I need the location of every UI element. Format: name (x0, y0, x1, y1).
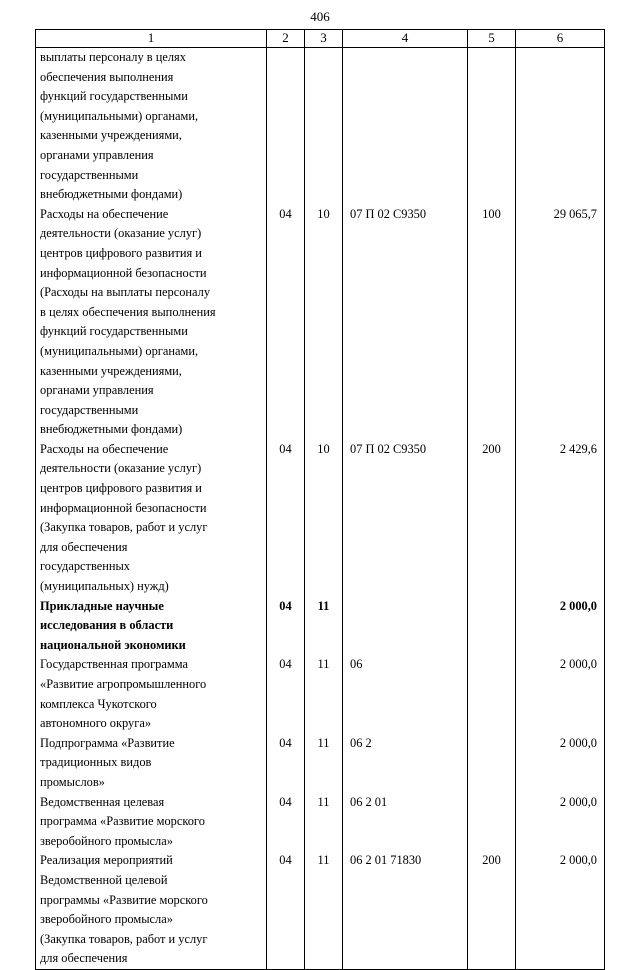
table-line: 04 (279, 206, 292, 221)
table-line (516, 322, 604, 342)
table-line (343, 303, 467, 323)
table-line (468, 753, 515, 773)
table-line: 06 2 01 71830 (350, 853, 422, 868)
table-line (468, 166, 515, 186)
table-line (305, 538, 342, 558)
table-line: центров цифрового развития и (40, 481, 202, 496)
table-line (305, 695, 342, 715)
table-line (516, 714, 604, 734)
table-line (468, 499, 515, 519)
table-line: комплекса Чукотского (40, 696, 157, 711)
table-line: (Расходы на выплаты персоналу (40, 285, 211, 300)
table-line: деятельности (оказание услуг) (40, 461, 202, 476)
table-line (343, 773, 467, 793)
table-line (267, 930, 304, 950)
table-line: Расходы на обеспечение (40, 441, 169, 456)
table-line (516, 146, 604, 166)
table-line: исследования в области (40, 618, 174, 633)
table-line (468, 910, 515, 930)
table-line (305, 499, 342, 519)
budget-table (35, 29, 605, 970)
table-line: 11 (317, 598, 330, 613)
table-line: органами управления (40, 147, 154, 162)
table-line (305, 362, 342, 382)
table-line (267, 166, 304, 186)
table-line: 200 (482, 441, 501, 456)
table-line (267, 910, 304, 930)
table-header-row (36, 30, 605, 48)
table-line (516, 224, 604, 244)
table-line: внебюджетными фондами) (40, 187, 183, 202)
column-header-6: 6 (516, 30, 605, 48)
column-header-4: 4 (343, 30, 468, 48)
table-line (305, 479, 342, 499)
table-line (267, 381, 304, 401)
table-line (468, 303, 515, 323)
table-line: 06 2 (350, 735, 372, 750)
column-header-1: 1 (36, 30, 267, 48)
table-line: 2 000,0 (559, 657, 597, 672)
table-line (468, 420, 515, 440)
table-line (343, 362, 467, 382)
table-line (468, 362, 515, 382)
table-line (343, 518, 467, 538)
table-line: 11 (317, 853, 330, 868)
table-line (516, 636, 604, 656)
table-line (468, 616, 515, 636)
table-line (516, 459, 604, 479)
table-line (468, 68, 515, 88)
table-line (468, 283, 515, 303)
table-line (267, 557, 304, 577)
table-line (343, 597, 467, 617)
table-line: «Развитие агропромышленного (40, 677, 207, 691)
table-line (267, 479, 304, 499)
table-line: Ведомственной целевой (40, 872, 168, 887)
table-line (343, 322, 467, 342)
table-line: государственными (40, 402, 139, 417)
table-line: 04 (279, 735, 292, 750)
table-line (343, 538, 467, 558)
table-line: 10 (317, 206, 330, 221)
table-line (343, 48, 467, 68)
table-line (305, 126, 342, 146)
table-line (267, 636, 304, 656)
table-line (267, 68, 304, 88)
table-line (305, 675, 342, 695)
table-line (516, 871, 604, 891)
table-line (468, 244, 515, 264)
table-line: программы «Развитие морского (40, 892, 208, 907)
table-line (516, 126, 604, 146)
table-line: 2 000,0 (559, 735, 597, 750)
table-line (305, 557, 342, 577)
table-line (516, 753, 604, 773)
table-line (468, 479, 515, 499)
table-line (468, 557, 515, 577)
table-line (468, 636, 515, 656)
table-line: Расходы на обеспечение (40, 206, 169, 221)
table-line (516, 283, 604, 303)
table-line (516, 577, 604, 597)
table-line (305, 342, 342, 362)
table-line (468, 126, 515, 146)
table-line (343, 107, 467, 127)
table-line (305, 459, 342, 479)
table-line (267, 244, 304, 264)
table-line: казенными учреждениями, (40, 363, 182, 378)
table-line (305, 107, 342, 127)
table-line (343, 87, 467, 107)
table-line (516, 185, 604, 205)
table-line (343, 283, 467, 303)
table-line (343, 381, 467, 401)
table-line: 07 П 02 С9350 (350, 206, 427, 221)
table-line: для обеспечения (40, 951, 128, 966)
table-line (267, 871, 304, 891)
table-line (343, 244, 467, 264)
table-line: органами управления (40, 383, 154, 398)
table-line (305, 146, 342, 166)
table-line (468, 224, 515, 244)
table-line (516, 420, 604, 440)
table-line (468, 812, 515, 832)
table-line (343, 636, 467, 656)
table-line: 04 (279, 598, 292, 613)
table-line (468, 146, 515, 166)
column-header-3: 3 (305, 30, 343, 48)
table-line (468, 597, 515, 617)
table-line: 11 (317, 794, 330, 809)
table-line: промыслов» (40, 774, 105, 789)
table-line (516, 616, 604, 636)
table-line (516, 910, 604, 930)
table-line (468, 655, 515, 675)
table-line (343, 479, 467, 499)
table-line (516, 381, 604, 401)
table-line (468, 518, 515, 538)
table-line (267, 753, 304, 773)
table-line (343, 910, 467, 930)
table-line (267, 675, 304, 695)
table-line (468, 949, 515, 969)
table-line (267, 126, 304, 146)
table-line: деятельности (оказание услуг) (40, 226, 202, 241)
table-body-row (36, 48, 605, 970)
column-header-2: 2 (267, 30, 305, 48)
table-line (468, 459, 515, 479)
table-line (305, 753, 342, 773)
table-line: 06 2 01 (350, 794, 388, 809)
table-line: (Закупка товаров, работ и услуг (40, 520, 208, 535)
table-line (267, 146, 304, 166)
table-line (267, 832, 304, 852)
table-line (305, 910, 342, 930)
table-line (516, 303, 604, 323)
table-line (343, 832, 467, 852)
table-line: 11 (317, 735, 330, 750)
table-line (305, 244, 342, 264)
table-line (305, 48, 342, 68)
table-line (305, 773, 342, 793)
table-line (468, 185, 515, 205)
cell-name-column (36, 48, 266, 969)
table-line (343, 714, 467, 734)
table-line (468, 107, 515, 127)
table-line: 04 (279, 441, 292, 456)
table-line (305, 518, 342, 538)
table-line (267, 87, 304, 107)
table-line: Подпрограмма «Развитие (40, 735, 175, 750)
table-line (468, 714, 515, 734)
table-line (305, 891, 342, 911)
table-line (305, 381, 342, 401)
table-line (305, 616, 342, 636)
table-line: 04 (279, 853, 292, 868)
document-page (0, 9, 640, 966)
table-line (305, 87, 342, 107)
table-line (468, 401, 515, 421)
table-line (343, 949, 467, 969)
table-line (468, 675, 515, 695)
table-line (343, 695, 467, 715)
table-line: Прикладные научные (40, 598, 164, 613)
table-line (468, 734, 515, 754)
table-line (516, 107, 604, 127)
table-line (343, 264, 467, 284)
table-line (468, 577, 515, 597)
table-line (267, 224, 304, 244)
table-line (305, 714, 342, 734)
table-line (343, 812, 467, 832)
table-line (343, 342, 467, 362)
table-line: 2 000,0 (559, 598, 597, 613)
table-line: программа «Развитие морского (40, 814, 205, 829)
table-line (516, 68, 604, 88)
table-line (468, 322, 515, 342)
table-line (343, 185, 467, 205)
table-line (516, 812, 604, 832)
cell-section-column (267, 48, 304, 969)
table-line (516, 244, 604, 264)
table-line (267, 342, 304, 362)
table-line (468, 891, 515, 911)
table-line (343, 557, 467, 577)
table-line (468, 793, 515, 813)
table-line (267, 459, 304, 479)
table-line: Реализация мероприятий (40, 853, 173, 868)
table-line: функций государственными (40, 89, 188, 104)
table-line: (Закупка товаров, работ и услуг (40, 931, 208, 946)
table-line (516, 675, 604, 695)
table-line: 10 (317, 441, 330, 456)
table-line (516, 773, 604, 793)
table-line (343, 459, 467, 479)
table-line (468, 695, 515, 715)
table-line (305, 68, 342, 88)
table-line (516, 362, 604, 382)
table-line (267, 891, 304, 911)
table-line (343, 871, 467, 891)
table-line (305, 401, 342, 421)
table-line: казенными учреждениями, (40, 128, 182, 143)
table-line: 04 (279, 657, 292, 672)
table-line (343, 891, 467, 911)
table-line (516, 538, 604, 558)
table-line (343, 499, 467, 519)
table-line (516, 342, 604, 362)
table-line: (муниципальными) органами, (40, 343, 199, 358)
table-line (305, 166, 342, 186)
table-line (516, 518, 604, 538)
table-line (267, 538, 304, 558)
table-line (343, 126, 467, 146)
table-line (267, 362, 304, 382)
table-line (267, 401, 304, 421)
table-line (468, 342, 515, 362)
table-line (267, 264, 304, 284)
table-line: автономного округа» (40, 716, 152, 731)
table-line: зверобойного промысла» (40, 833, 173, 848)
table-line: в целях обеспечения выполнения (40, 304, 216, 319)
table-line (468, 832, 515, 852)
table-line (343, 401, 467, 421)
table-line: государственных (40, 559, 131, 574)
table-line (468, 87, 515, 107)
table-line (468, 381, 515, 401)
table-line: выплаты персоналу в целях (40, 50, 186, 64)
table-line: 11 (317, 657, 330, 672)
table-line (516, 401, 604, 421)
table-line (267, 714, 304, 734)
table-line (305, 224, 342, 244)
table-line (516, 695, 604, 715)
table-line (305, 264, 342, 284)
table-line (516, 479, 604, 499)
table-line: 29 065,7 (553, 206, 597, 221)
table-line (343, 753, 467, 773)
table-line (305, 420, 342, 440)
table-line (305, 185, 342, 205)
table-line: зверобойного промысла» (40, 912, 173, 927)
table-line (267, 303, 304, 323)
table-line (305, 949, 342, 969)
table-line (267, 283, 304, 303)
table-line (516, 87, 604, 107)
table-line (516, 930, 604, 950)
table-line (468, 264, 515, 284)
table-line: государственными (40, 167, 139, 182)
table-line: 07 П 02 С9350 (350, 441, 427, 456)
table-line (516, 48, 604, 68)
table-line: информационной безопасности (40, 500, 207, 515)
table-line: 06 (350, 657, 363, 672)
table-line: функций государственными (40, 324, 188, 339)
table-line (267, 773, 304, 793)
table-line (468, 930, 515, 950)
table-line (343, 675, 467, 695)
cell-amount-column (516, 48, 604, 969)
table-line (343, 68, 467, 88)
table-line (305, 832, 342, 852)
table-line: 100 (482, 206, 501, 221)
table-line (343, 166, 467, 186)
table-line (267, 185, 304, 205)
cell-target-code-column (343, 48, 467, 969)
table-line (305, 283, 342, 303)
table-line (267, 577, 304, 597)
table-line (305, 930, 342, 950)
table-line (343, 930, 467, 950)
table-line (267, 695, 304, 715)
table-line (516, 832, 604, 852)
table-line: внебюджетными фондами) (40, 422, 183, 437)
table-line: (муниципальных) нужд) (40, 579, 169, 594)
table-line (305, 322, 342, 342)
table-line (343, 420, 467, 440)
table-line (267, 949, 304, 969)
table-line (516, 891, 604, 911)
table-line (267, 107, 304, 127)
page-number: 406 (310, 9, 330, 24)
table-line (516, 557, 604, 577)
table-line: для обеспечения (40, 539, 128, 554)
table-line (305, 636, 342, 656)
table-line (267, 616, 304, 636)
table-line (267, 322, 304, 342)
table-line (516, 499, 604, 519)
table-line: 04 (279, 794, 292, 809)
table-line (343, 616, 467, 636)
table-line (516, 949, 604, 969)
cell-expense-type-column (468, 48, 515, 969)
table-line: (муниципальными) органами, (40, 108, 199, 123)
table-line: 2 000,0 (559, 853, 597, 868)
table-line: информационной безопасности (40, 265, 207, 280)
table-line (516, 166, 604, 186)
table-line: национальной экономики (40, 637, 186, 652)
table-line (468, 871, 515, 891)
table-line: Ведомственная целевая (40, 794, 165, 809)
table-line: 2 000,0 (559, 794, 597, 809)
table-line: Государственная программа (40, 657, 188, 672)
table-line (305, 303, 342, 323)
table-line (343, 146, 467, 166)
table-line (305, 871, 342, 891)
table-line (468, 48, 515, 68)
table-line (468, 538, 515, 558)
table-line (305, 577, 342, 597)
table-line (468, 773, 515, 793)
table-line (267, 420, 304, 440)
table-line (516, 264, 604, 284)
cell-subsection-column (305, 48, 342, 969)
table-line (267, 499, 304, 519)
table-line: центров цифрового развития и (40, 245, 202, 260)
table-line (343, 224, 467, 244)
table-line (267, 48, 304, 68)
table-line (267, 812, 304, 832)
table-line: обеспечения выполнения (40, 69, 174, 84)
table-line: 2 429,6 (559, 441, 597, 456)
column-header-5: 5 (468, 30, 516, 48)
table-line (343, 577, 467, 597)
table-line (267, 518, 304, 538)
table-line: традиционных видов (40, 755, 152, 770)
table-line (305, 812, 342, 832)
table-line: 200 (482, 853, 501, 868)
